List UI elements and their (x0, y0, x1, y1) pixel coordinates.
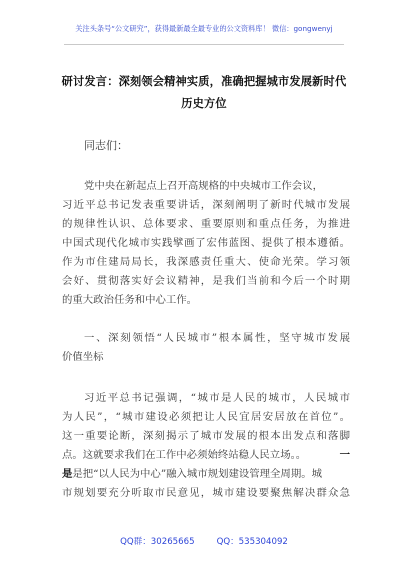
paragraph-line: 习近平总书记强调，“城市是人民的城市，人民城市 (84, 392, 350, 404)
paragraph-line: 会好、贯彻落实好会议精神，是我们当前和今后一个时期 (62, 275, 350, 287)
paragraph-line: 的规律性认识、总体要求、重要原则和重点任务，为推进 (62, 218, 350, 230)
doc-title-line-2: 历史方位 (181, 96, 227, 110)
bold-marker: 一 (339, 449, 350, 461)
greeting: 同志们： (84, 139, 128, 152)
doc-title-line-1: 研讨发言：深刻领会精神实质，准确把握城市发展新时代 (61, 74, 347, 88)
paragraph-line: 为人民”，“城市建设必须把让人民宜居安居放在首位”。 (62, 411, 350, 423)
paragraph-line (62, 447, 350, 463)
paragraph-line-text: 是把“以人民为中心”融入城市规划建设管理全周期。城 (72, 468, 322, 480)
footer-qq-number: QQ：535304092 (216, 537, 288, 547)
paragraph-line-text: 点。这就要求我们在工作中必须始终站稳人民立场。。 (62, 449, 307, 461)
footer-qq-group: QQ群：30265665 (120, 537, 195, 547)
header-divider (64, 44, 344, 45)
footer-contact (0, 535, 408, 547)
paragraph-line: 习近平总书记发表重要讲话，深刻阐明了新时代城市发展 (62, 199, 350, 211)
section-heading-line: 价值坐标 (62, 351, 104, 363)
paragraph-line (62, 466, 350, 482)
paragraph-line: 党中央在新起点上召开高规格的中央城市工作会议， (84, 180, 323, 192)
bold-marker: 是 (62, 468, 73, 480)
paragraph-line: 中国式现代化城市实践擘画了宏伟蓝图、提供了根本遵循。 (62, 237, 350, 249)
paragraph-line: 这一重要论断，深刻揭示了城市发展的根本出发点和落脚 (62, 430, 350, 442)
section-heading-line: 一、深刻领悟“人民城市”根本属性，坚守城市发展 (84, 332, 350, 344)
paragraph-line: 的重大政治任务和中心工作。 (62, 294, 198, 306)
paragraph-line: 作为市住建局局长，我深感责任重大、使命光荣。学习领 (62, 256, 350, 268)
paragraph-line: 市规划要充分听取市民意见，城市建设要聚焦解决群众急 (62, 487, 350, 499)
header-banner: 关注头条号“公文研究”，获得最新最全最专业的公文资料库！ 微信：gongwenyj (75, 24, 333, 33)
